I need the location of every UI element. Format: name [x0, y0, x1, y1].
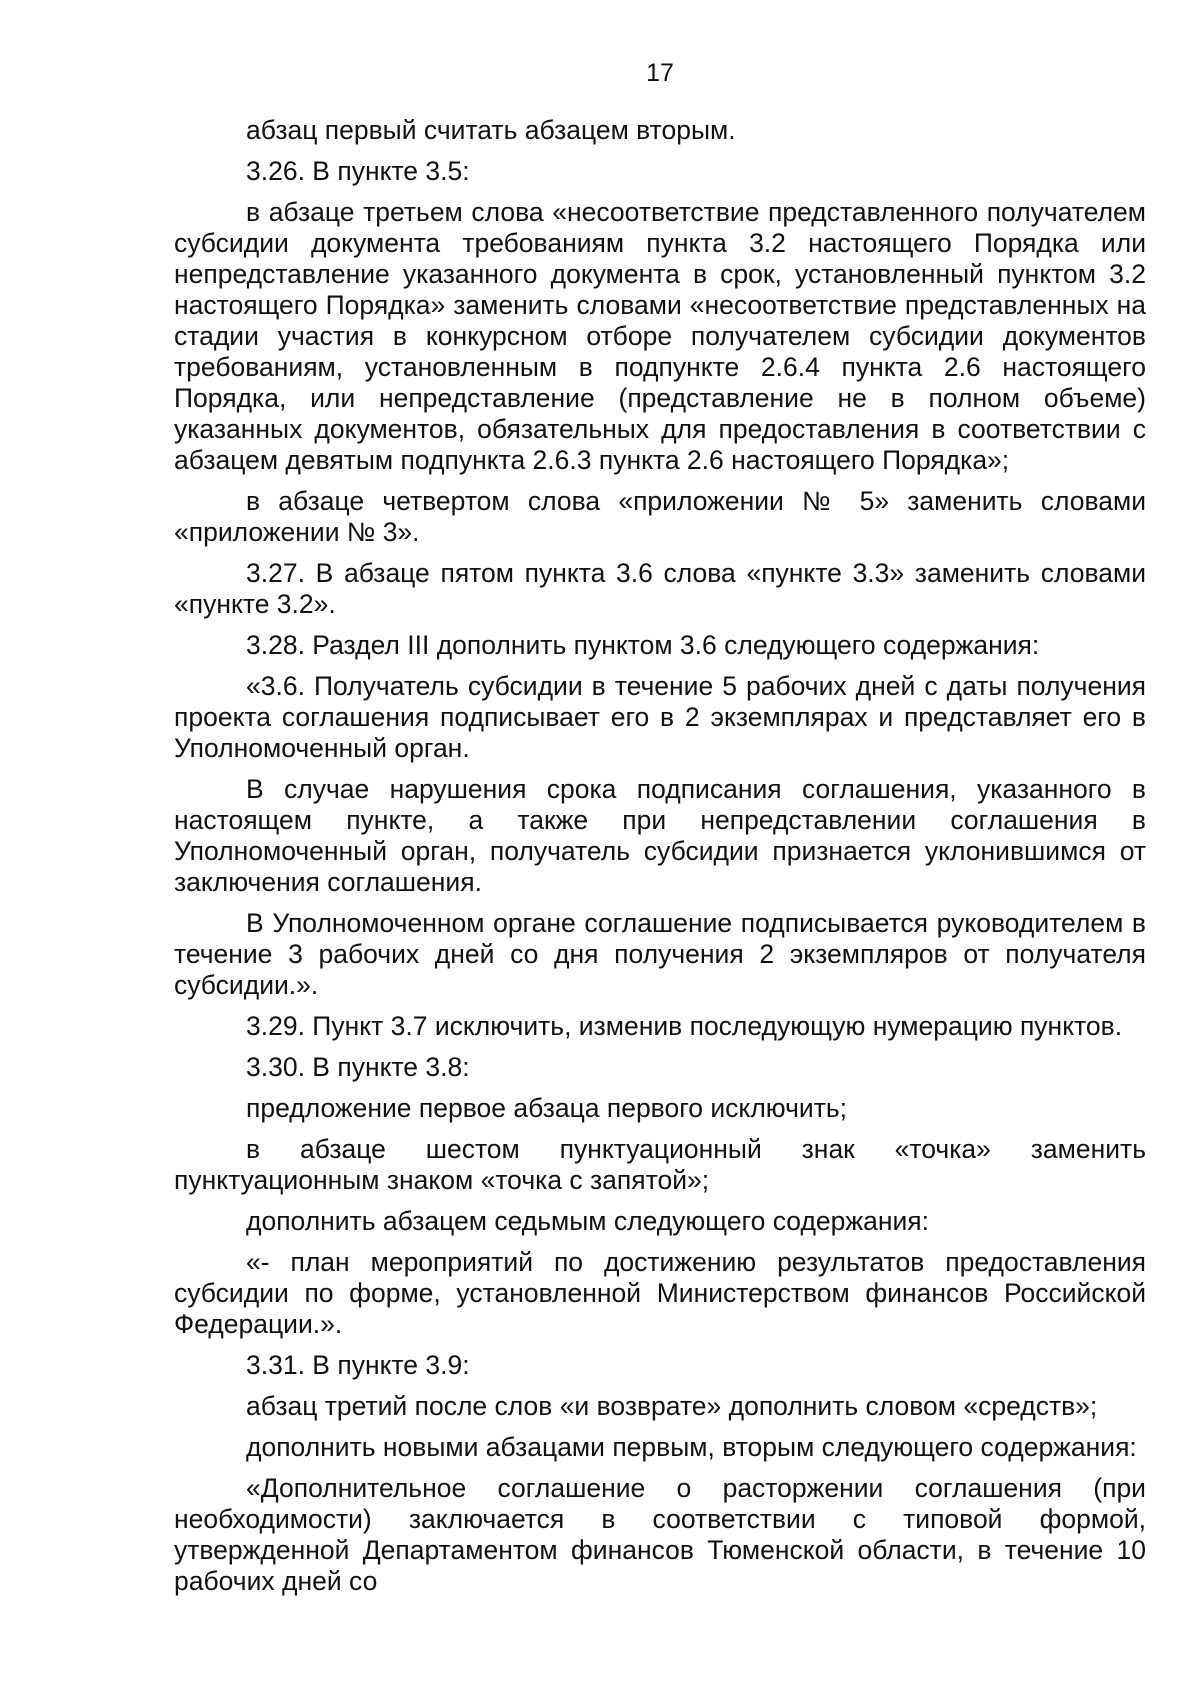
- paragraph: «3.6. Получатель субсидии в течение 5 рабочих дней с даты получения проекта соглашения подписывает его в 2 экземплярах и представляет его в Уполномоченный орган.: [174, 671, 1146, 763]
- paragraph: абзац третий после слов «и возврате» дополнить словом «средств»;: [246, 1391, 1098, 1421]
- page-number: 17: [646, 59, 674, 87]
- paragraph: В Уполномоченном органе соглашение подписывается руководителем в течение 3 рабочих дней со дня получения 2 экземпляров от получателя субсидии.».: [174, 908, 1146, 1000]
- paragraph: 3.27. В абзаце пятом пункта 3.6 слова «пункте 3.3» заменить словами «пункте 3.2».: [174, 558, 1146, 619]
- paragraph: дополнить новыми абзацами первым, вторым следующего содержания:: [246, 1432, 1137, 1462]
- document-body: [174, 115, 1146, 1607]
- paragraph: абзац первый считать абзацем вторым.: [246, 115, 736, 145]
- paragraph: в абзаце четвертом слова «приложении № 5» заменить словами «приложении № 3».: [174, 486, 1146, 547]
- paragraph: дополнить абзацем седьмым следующего содержания:: [246, 1206, 929, 1236]
- paragraph: «- план мероприятий по достижению результатов предоставления субсидии по форме, установленной Министерством финансов Российской Федерации.».: [174, 1247, 1146, 1339]
- paragraph: «Дополнительное соглашение о расторжении соглашения (при необходимости) заключается в соответствии с типовой формой, утвержденной Департаментом финансов Тюменской области, в течение 10 рабочих дней со: [174, 1473, 1146, 1596]
- paragraph: 3.26. В пункте 3.5:: [246, 156, 470, 186]
- paragraph: 3.28. Раздел III дополнить пунктом 3.6 следующего содержания:: [246, 630, 1040, 660]
- paragraph: 3.30. В пункте 3.8:: [246, 1052, 470, 1082]
- paragraph: в абзаце шестом пунктуационный знак «точка» заменить пунктуационным знаком «точка с запятой»;: [174, 1134, 1146, 1195]
- paragraph: в абзаце третьем слова «несоответствие представленного получателем субсидии документа требованиям пункта 3.2 настоящего Порядка или непредставление указанного документа в срок, установленный пунктом 3.2 настоящего Порядка» заменить словами «несоответствие представленных на стадии участия в конкурсном отборе получателем субсидии документов требованиям, установленным в подпункте 2.6.4 пункта 2.6 настоящего Порядка, или непредставление (представление не в полном объеме) указанных документов, обязательных для предоставления в соответствии с абзацем девятым подпункта 2.6.3 пункта 2.6 настоящего Порядка»;: [174, 197, 1146, 475]
- paragraph: 3.31. В пункте 3.9:: [246, 1350, 470, 1380]
- paragraph: В случае нарушения срока подписания соглашения, указанного в настоящем пункте, а также при непредставлении соглашения в Уполномоченный орган, получатель субсидии признается уклонившимся от заключения соглашения.: [174, 774, 1146, 897]
- paragraph: 3.29. Пункт 3.7 исключить, изменив последующую нумерацию пунктов.: [246, 1011, 1123, 1041]
- paragraph: предложение первое абзаца первого исключить;: [246, 1093, 847, 1123]
